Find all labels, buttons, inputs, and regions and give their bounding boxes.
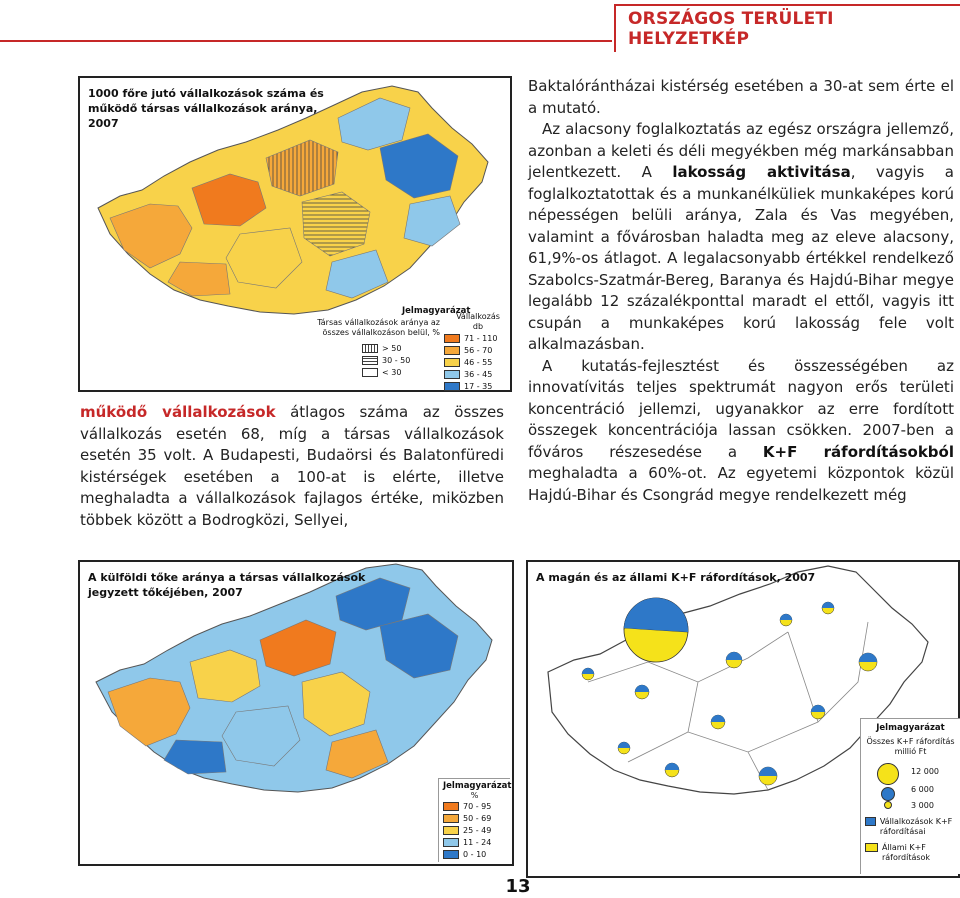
map-rd-spending	[526, 560, 960, 878]
header-title: ORSZÁGOS TERÜLETI HELYZETKÉP	[628, 9, 834, 49]
color-swatch	[444, 358, 460, 367]
color-swatch	[443, 802, 459, 811]
private-label: Vállalkozások K+F ráfordításai	[879, 817, 953, 836]
header-rule	[0, 40, 612, 42]
size-label: 6 000	[911, 785, 934, 794]
map1-legend	[312, 306, 508, 391]
color-swatch	[444, 334, 460, 343]
page-number: 13	[505, 876, 531, 897]
state-label: Állami K+F ráfordítások	[881, 843, 931, 862]
hatch-label: > 50	[382, 343, 402, 353]
hatch-label: 30 - 50	[382, 355, 411, 365]
right-paragraph-3: A kutatás-fejlesztést és összességében az innovatívitás teljes spektrumát nagyon erős területi koncentráció jellemzi, ugyanakkor az erre fordított összegek koncentrációja lassan csökken. 2007-ben a főváros részesedése a	[528, 356, 954, 461]
map1-hatch-list	[362, 342, 442, 378]
left-paragraph: átlagos száma az összes vállalkozás esetén 68, míg a társas vállalkozások esetén 35 volt. A Budapesti, Budaörsi és Balatonfüredi kistérségek esetében a 100-at is elérte, illetve meghaladta a vállalkozások fajlagos értéke, miközben többek között a Bodrogközi, Sellyei,	[80, 403, 504, 529]
right-column-text	[528, 76, 954, 506]
map2-title: A külföldi tőke aránya a társas vállalkozások jegyzett tőkéjében, 2007	[88, 571, 366, 599]
size-label: 3 000	[911, 801, 934, 810]
state-swatch	[865, 843, 878, 852]
map3-legend	[860, 718, 960, 874]
color-swatch	[444, 346, 460, 355]
color-label: 56 - 70	[464, 345, 493, 355]
color-label: 11 - 24	[463, 837, 492, 847]
color-label: 50 - 69	[463, 813, 492, 823]
map3-size-title: Összes K+F ráfordítás millió Ft	[866, 737, 955, 756]
private-swatch	[865, 817, 876, 826]
header-box	[614, 4, 960, 52]
hatch-swatch	[362, 356, 378, 365]
color-label: 70 - 95	[463, 801, 492, 811]
map1-color-title: Vállalkozás db	[456, 312, 500, 331]
map3-state-item	[865, 843, 956, 863]
map-enterprises	[78, 76, 512, 392]
left-bold-term: működő vállalkozások	[80, 403, 276, 421]
right-paragraph-2-rest: , vagyis a foglalkoztatottak és a munkanélküliek munkaképes korú népességen belüli aránya, Zala és Vas megyében, valamint a fővárosban haladta meg az eleve alacsony, 61,9%-os átlagot. A legalacsonyabb értékkel rendelkező Szabolcs-Szatmár-Bereg, Baranya és Hajdú-Bihar megye legalább 12 százalékponttal maradt el ettől, vagyis itt csupán a munkaképes korú lakosság fele volt alkalmazásban.	[528, 163, 954, 353]
map3-private-item	[865, 817, 956, 837]
size-label: 12 000	[911, 767, 939, 776]
right-paragraph-3-rest: meghaladta a 60%-ot. Az egyetemi központok közül Hajdú-Bihar és Csongrád megye rendelkezett még	[528, 464, 954, 504]
map2-legend-title: Jelmagyarázat	[443, 781, 512, 791]
color-swatch	[443, 850, 459, 859]
map3-size-list	[865, 761, 956, 811]
hatch-label: < 30	[382, 367, 402, 377]
pie-budapest	[624, 598, 688, 662]
map2-unit: %	[470, 791, 479, 800]
right-bold-term-2: K+F ráfordításokból	[762, 442, 954, 461]
map3-title: A magán és az állami K+F ráfordítások, 2007	[536, 571, 816, 584]
map2-legend	[438, 778, 510, 862]
hatch-swatch	[362, 368, 378, 377]
color-label: 46 - 55	[464, 357, 493, 367]
color-label: 25 - 49	[463, 825, 492, 835]
color-swatch	[443, 838, 459, 847]
left-column-text	[80, 402, 504, 531]
right-paragraph-2: Az alacsony foglalkoztatás az egész országra jellemző, azonban a keleti és déli megyékben még markánsabban jelentkezett. A	[528, 120, 954, 181]
size-circle-medium	[881, 787, 895, 801]
map1-title: 1000 főre jutó vállalkozások száma és működő társas vállalkozások aránya, 2007	[88, 87, 324, 130]
color-label: 36 - 45	[464, 369, 493, 379]
map-foreign-capital	[78, 560, 514, 866]
map1-legend-title: Jelmagyarázat	[402, 306, 471, 316]
map1-hatch-title: Társas vállalkozások aránya az összes vállalkozáson belül, %	[317, 318, 440, 337]
size-circle-small	[884, 801, 892, 809]
size-circle-large	[877, 763, 899, 785]
color-swatch	[444, 370, 460, 379]
color-swatch	[444, 382, 460, 391]
page-header	[0, 0, 960, 58]
color-label: 71 - 110	[464, 333, 498, 343]
map3-legend-title: Jelmagyarázat	[876, 723, 945, 733]
color-label: 0 - 10	[463, 849, 487, 859]
map1-color-list	[444, 332, 510, 392]
color-swatch	[443, 826, 459, 835]
right-paragraph-1: Baktalórántházai kistérség esetében a 30-at sem érte el a mutató.	[528, 77, 954, 117]
color-label: 17 - 35	[464, 381, 493, 391]
right-bold-term-1: lakosság aktivitása	[672, 163, 851, 181]
color-swatch	[443, 814, 459, 823]
hatch-swatch	[362, 344, 378, 353]
